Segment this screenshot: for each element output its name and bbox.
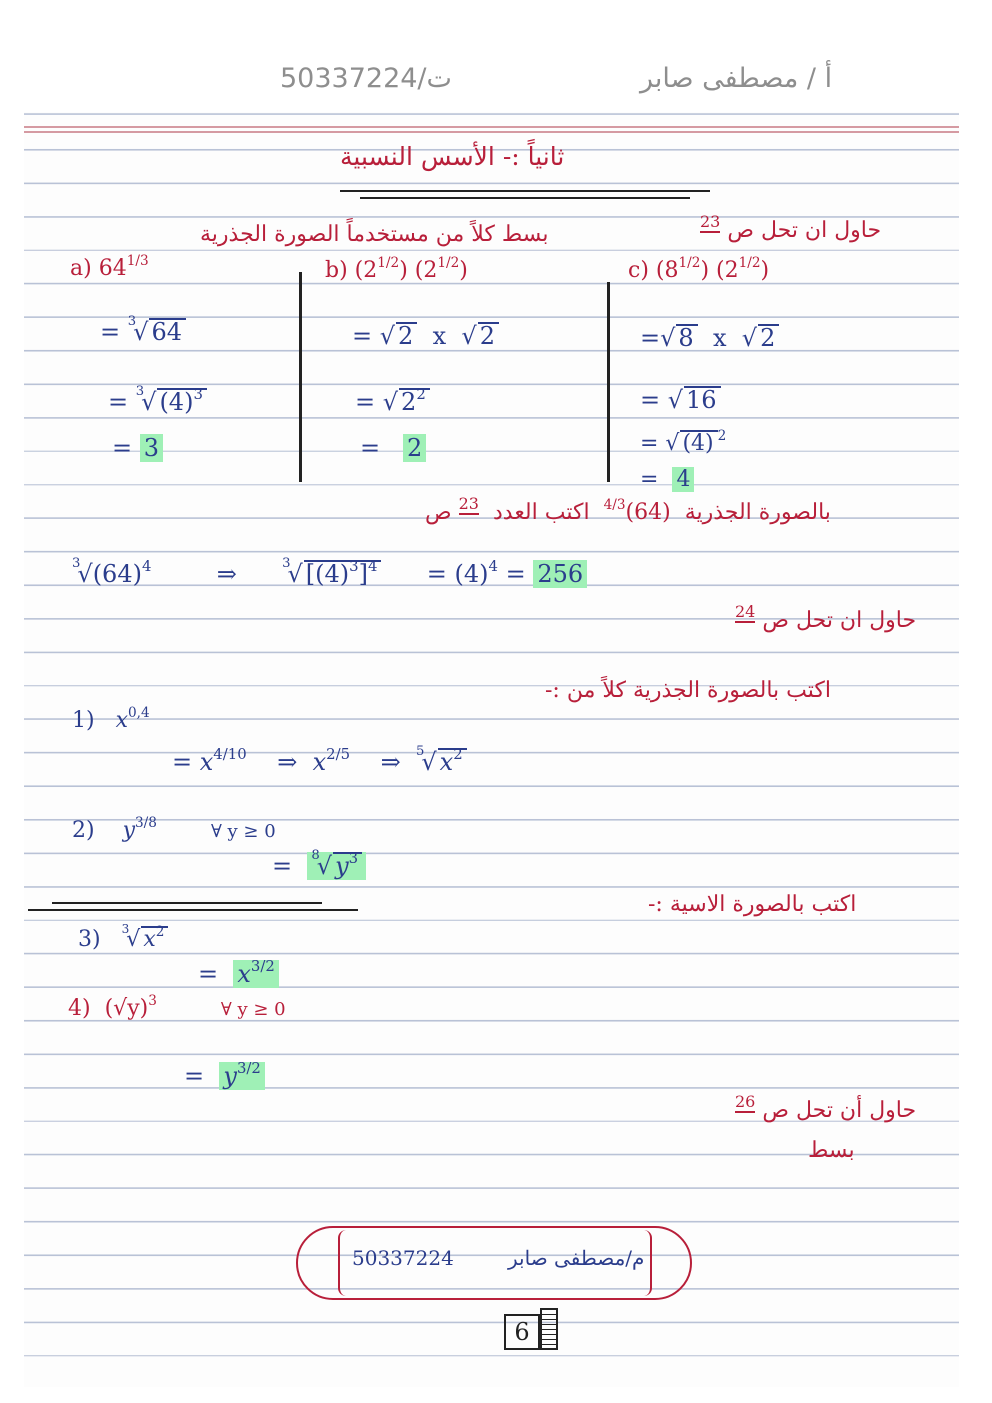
footer-phone: 50337224 xyxy=(352,1246,454,1270)
answer-256: 256 xyxy=(533,560,587,588)
section5-ref: $^{26}$ حاول أن تحل ص xyxy=(735,1092,917,1123)
problem-a-step3: = 3 xyxy=(112,434,163,462)
problem-b-step3: = 2 xyxy=(360,434,426,462)
problem-4: 4) $(√y)^3$ ∀ y ≥ 0 xyxy=(68,992,286,1021)
title-underline xyxy=(340,190,710,192)
section2-work: $^3√(64)^4$ ⇒ $^3$√ $[(4)^3]^4 = (4)^4 = 256$ xyxy=(72,560,587,588)
section1-ref: $^{23}$ حاول ان تحل ص xyxy=(700,212,882,243)
page-number-decoration xyxy=(540,1308,558,1350)
problem-b-step1: = √ 2 x √ 2 xyxy=(352,322,499,350)
section5-word: بسط xyxy=(808,1138,855,1163)
page-number: 6 xyxy=(504,1314,540,1350)
answer-a: 3 xyxy=(140,434,163,462)
problem-c-step4: = 4 xyxy=(640,467,694,492)
problem-1: 1) $x^{0,4}$ xyxy=(72,704,150,733)
section2-heading: بالصورة الجذرية $(64)^{4/3}$ اكتب العدد $^{23}$ ص xyxy=(425,494,831,525)
problem-c-step2: = √ 16 xyxy=(640,386,721,414)
problem-2-work: = $^8$√ $y^3$ xyxy=(272,852,366,880)
section4-instruction: اكتب بالصورة الاسية :- xyxy=(648,892,857,917)
problem-3-work: = $x^{3/2}$ xyxy=(198,960,279,988)
title-underline xyxy=(360,197,690,199)
problem-a-step1: = $^3$√ 64 xyxy=(100,318,186,346)
header-phone: 50337224/ت xyxy=(280,63,452,94)
problem-c-step3: = √ (4) $^2$ xyxy=(640,427,727,456)
problem-b-label: b) $(2^{1/2})$ $(2^{1/2})$ xyxy=(325,254,468,283)
section1-instruction: بسط كلاً من مستخدماً الصورة الجذرية xyxy=(200,222,549,247)
answer-b: 2 xyxy=(403,434,426,462)
notebook-paper xyxy=(24,112,959,1387)
footer-name: م/مصطفى صابر xyxy=(508,1246,645,1270)
problem-4-work: = $y^{3/2}$ xyxy=(184,1062,265,1090)
margin-line xyxy=(24,126,959,128)
column-divider xyxy=(607,282,610,482)
section3-instruction: اكتب بالصورة الجذرية كلاً من :- xyxy=(545,678,831,703)
problem-3: 3) $^3$√ $x^2$ xyxy=(78,926,168,952)
margin-line xyxy=(24,131,959,133)
problem-a-label: a) $64^{1/3}$ xyxy=(70,252,149,281)
header-teacher: أ / مصطفى صابر xyxy=(640,63,833,94)
problem-a-step2: = $^3$√ $(4)^3$ xyxy=(108,388,207,416)
section3-ref: $^{24}$ حاول ان تحل ص xyxy=(735,602,917,633)
column-divider xyxy=(299,272,302,482)
section-separator xyxy=(28,909,358,911)
problem-1-work: = $x^{4/10}$ ⇒ $x^{2/5}$ ⇒ $^5$√ $x^2$ xyxy=(172,748,467,776)
page-header xyxy=(0,55,992,105)
problem-b-step2: = √ $2^2$ xyxy=(355,388,430,416)
problem-c-label: c) $(8^{1/2})$ $(2^{1/2})$ xyxy=(628,254,770,283)
page-title: ثانياً :- الأسس النسبية xyxy=(340,142,565,171)
problem-c-step1: =√ 8 x √ 2 xyxy=(640,324,779,352)
answer-c: 4 xyxy=(672,467,694,492)
problem-2: 2) $y^{3/8}$ ∀ y ≥ 0 xyxy=(72,814,276,843)
section-separator xyxy=(52,902,322,904)
